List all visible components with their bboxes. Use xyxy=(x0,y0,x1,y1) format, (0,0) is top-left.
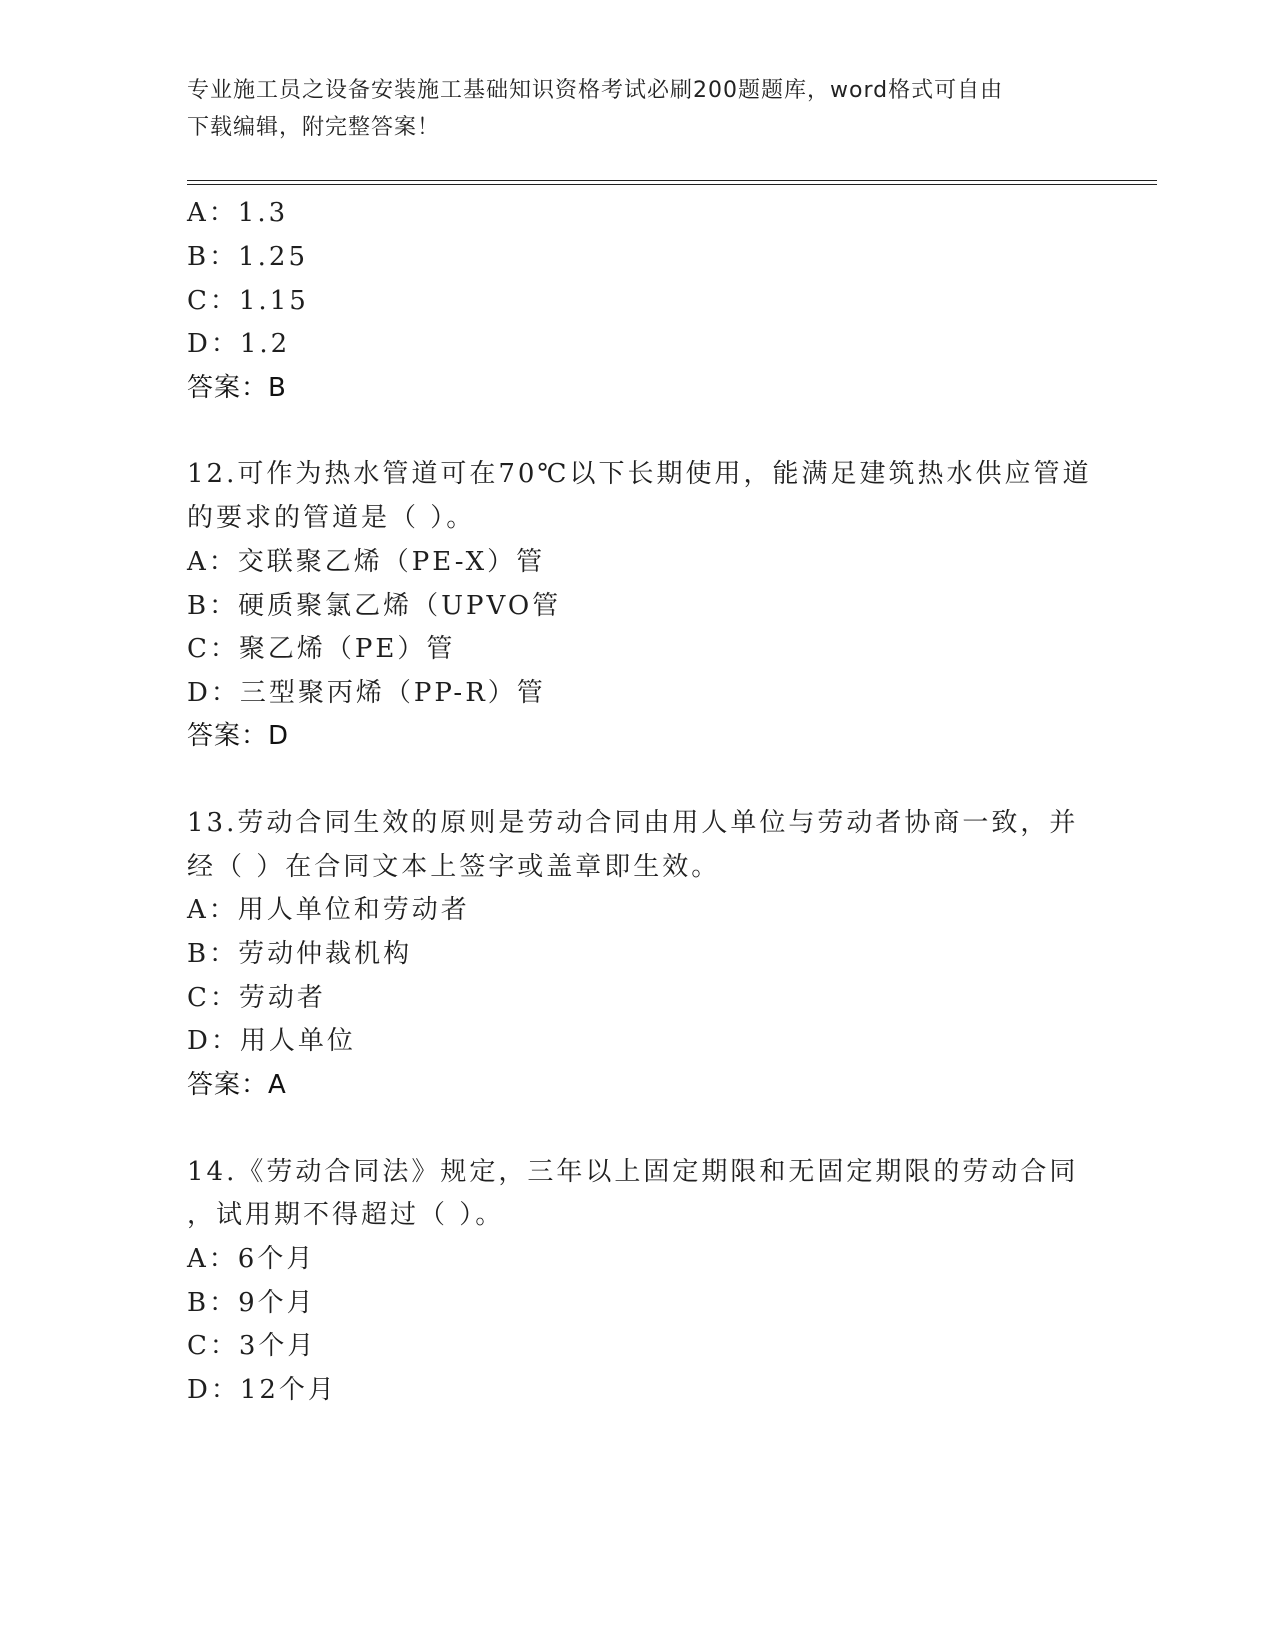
q12-option-b: B：硬质聚氯乙烯（UPVO管 xyxy=(187,591,562,621)
q11-option-c: C：1.15 xyxy=(187,286,309,316)
q11-option-b: B：1.25 xyxy=(187,242,308,272)
header-divider-bottom xyxy=(187,184,1157,185)
q12-answer: 答案：D xyxy=(187,721,290,751)
document-header xyxy=(187,72,1087,146)
q13-option-b: B：劳动仲裁机构 xyxy=(187,939,413,969)
q13-stem-line-1: 13.劳动合同生效的原则是劳动合同由用人单位与劳动者协商一致，并 xyxy=(187,808,1079,838)
q12-option-c: C：聚乙烯（PE）管 xyxy=(187,634,456,664)
header-line-1: 专业施工员之设备安装施工基础知识资格考试必刷200题题库，word格式可自由 xyxy=(187,78,1004,103)
q14-stem-line-2: ，试用期不得超过（ ）。 xyxy=(187,1200,505,1230)
q13-option-d: D：用人单位 xyxy=(187,1026,356,1056)
header-divider-top xyxy=(187,180,1157,181)
q14-stem-line-1: 14.《劳动合同法》规定，三年以上固定期限和无固定期限的劳动合同 xyxy=(187,1157,1079,1187)
q13-option-c: C：劳动者 xyxy=(187,983,326,1013)
q12-stem-line-1: 12.可作为热水管道可在70℃以下长期使用，能满足建筑热水供应管道 xyxy=(187,459,1092,489)
q11-answer: 答案：B xyxy=(187,373,287,403)
q11-option-a: A：1.3 xyxy=(187,198,289,228)
q11-option-d: D：1.2 xyxy=(187,329,291,359)
q14-option-b: B：9个月 xyxy=(187,1288,316,1318)
q12-stem-line-2: 的要求的管道是（ ）。 xyxy=(187,503,476,533)
q13-stem-line-2: 经（ ）在合同文本上签字或盖章即生效。 xyxy=(187,852,721,882)
q14-option-c: C：3个月 xyxy=(187,1331,317,1361)
q13-answer: 答案：A xyxy=(187,1070,287,1100)
q12-option-d: D：三型聚丙烯（PP-R）管 xyxy=(187,678,546,708)
header-line-2: 下载编辑，附完整答案！ xyxy=(187,115,441,140)
q14-option-a: A：6个月 xyxy=(187,1244,316,1274)
q12-option-a: A：交联聚乙烯（PE-X）管 xyxy=(187,547,546,577)
q13-option-a: A：用人单位和劳动者 xyxy=(187,895,470,925)
q14-option-d: D：12个月 xyxy=(187,1375,337,1405)
